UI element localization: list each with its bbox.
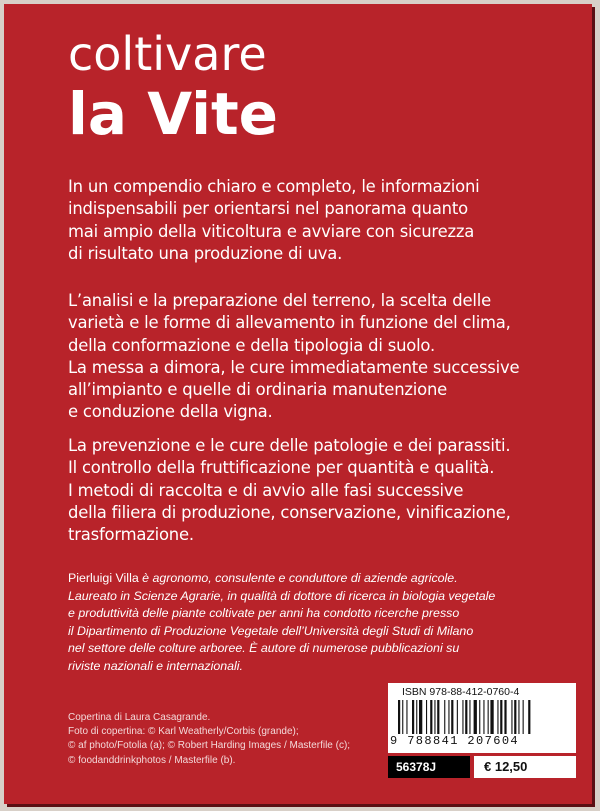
- ean-digits: 9 788841 207604: [390, 734, 520, 748]
- description-paragraph-3: [68, 435, 578, 546]
- text-line: L’analisi e la preparazione del terreno, la scelta delle: [68, 291, 491, 310]
- title-line-2: la Vite: [68, 80, 279, 148]
- text-line: e conduzione della vigna.: [68, 402, 273, 422]
- credit-line: Foto di copertina: © Karl Weatherly/Corbis (grande);: [68, 726, 299, 738]
- text-line: I metodi di raccolta e di avvio alle fasi successive: [68, 480, 464, 500]
- author-name: Pierluigi Villa: [68, 571, 139, 585]
- bio-line: [68, 570, 583, 588]
- isbn-number: ISBN 978-88-412-0760-4: [402, 686, 520, 698]
- text-line: Il controllo della fruttificazione per quantità e qualità.: [68, 458, 495, 478]
- text-line: di risultato una produzione di uva.: [68, 243, 343, 263]
- bio-line: e produttività delle piante coltivate per anni ha condotto ricerche presso: [68, 606, 460, 620]
- product-code: 56378J: [388, 756, 470, 778]
- description-paragraph-2: [68, 290, 578, 424]
- text-line: varietà e le forme di allevamento in funzione del clima,: [68, 313, 511, 333]
- text-line: In un compendio chiaro e completo, le informazioni: [68, 177, 480, 196]
- bio-line: nel settore delle colture arboree. È autore di numerose pubblicazioni su: [68, 641, 460, 655]
- credit-line: Copertina di Laura Casagrande.: [68, 712, 211, 723]
- text-line: della filiera di produzione, conservazione, vinificazione,: [68, 502, 511, 522]
- isbn-barcode: [388, 683, 576, 753]
- price: € 12,50: [474, 756, 576, 778]
- bio-text: è agronomo, consulente e conduttore di aziende agricole.: [138, 571, 458, 585]
- text-line: La messa a dimora, le cure immediatamente successive: [68, 357, 520, 377]
- text-line: indispensabili per orientarsi nel panorama quanto: [68, 199, 468, 219]
- bio-line: Laureato in Scienze Agrarie, in qualità di dottore di ricerca in biologia vegetale: [68, 588, 496, 603]
- text-line: trasformazione.: [68, 525, 194, 545]
- bio-line: riviste nazionali e internazionali.: [68, 658, 243, 673]
- bio-line: il Dipartimento di Produzione Vegetale dell’Università degli Studi di Milano: [68, 623, 474, 638]
- barcode-bars-icon: [396, 700, 568, 734]
- text-line: La prevenzione e le cure delle patologie e dei parassiti.: [68, 436, 511, 455]
- back-cover: [4, 4, 592, 804]
- credit-line: © af photo/Fotolia (a); © Robert Harding Images / Masterfile (c);: [68, 740, 351, 752]
- text-line: all’impianto e quelle di ordinaria manutenzione: [68, 380, 448, 400]
- photo-credits: [68, 711, 368, 768]
- title-line-1: coltivare: [68, 27, 267, 81]
- credit-line: © foodanddrinkphotos / Masterfile (b).: [68, 754, 236, 766]
- description-paragraph-1: [68, 176, 578, 265]
- text-line: mai ampio della viticoltura e avviare con sicurezza: [68, 221, 475, 241]
- text-line: della conformazione e della tipologia di suolo.: [68, 335, 435, 355]
- author-bio: [68, 570, 583, 675]
